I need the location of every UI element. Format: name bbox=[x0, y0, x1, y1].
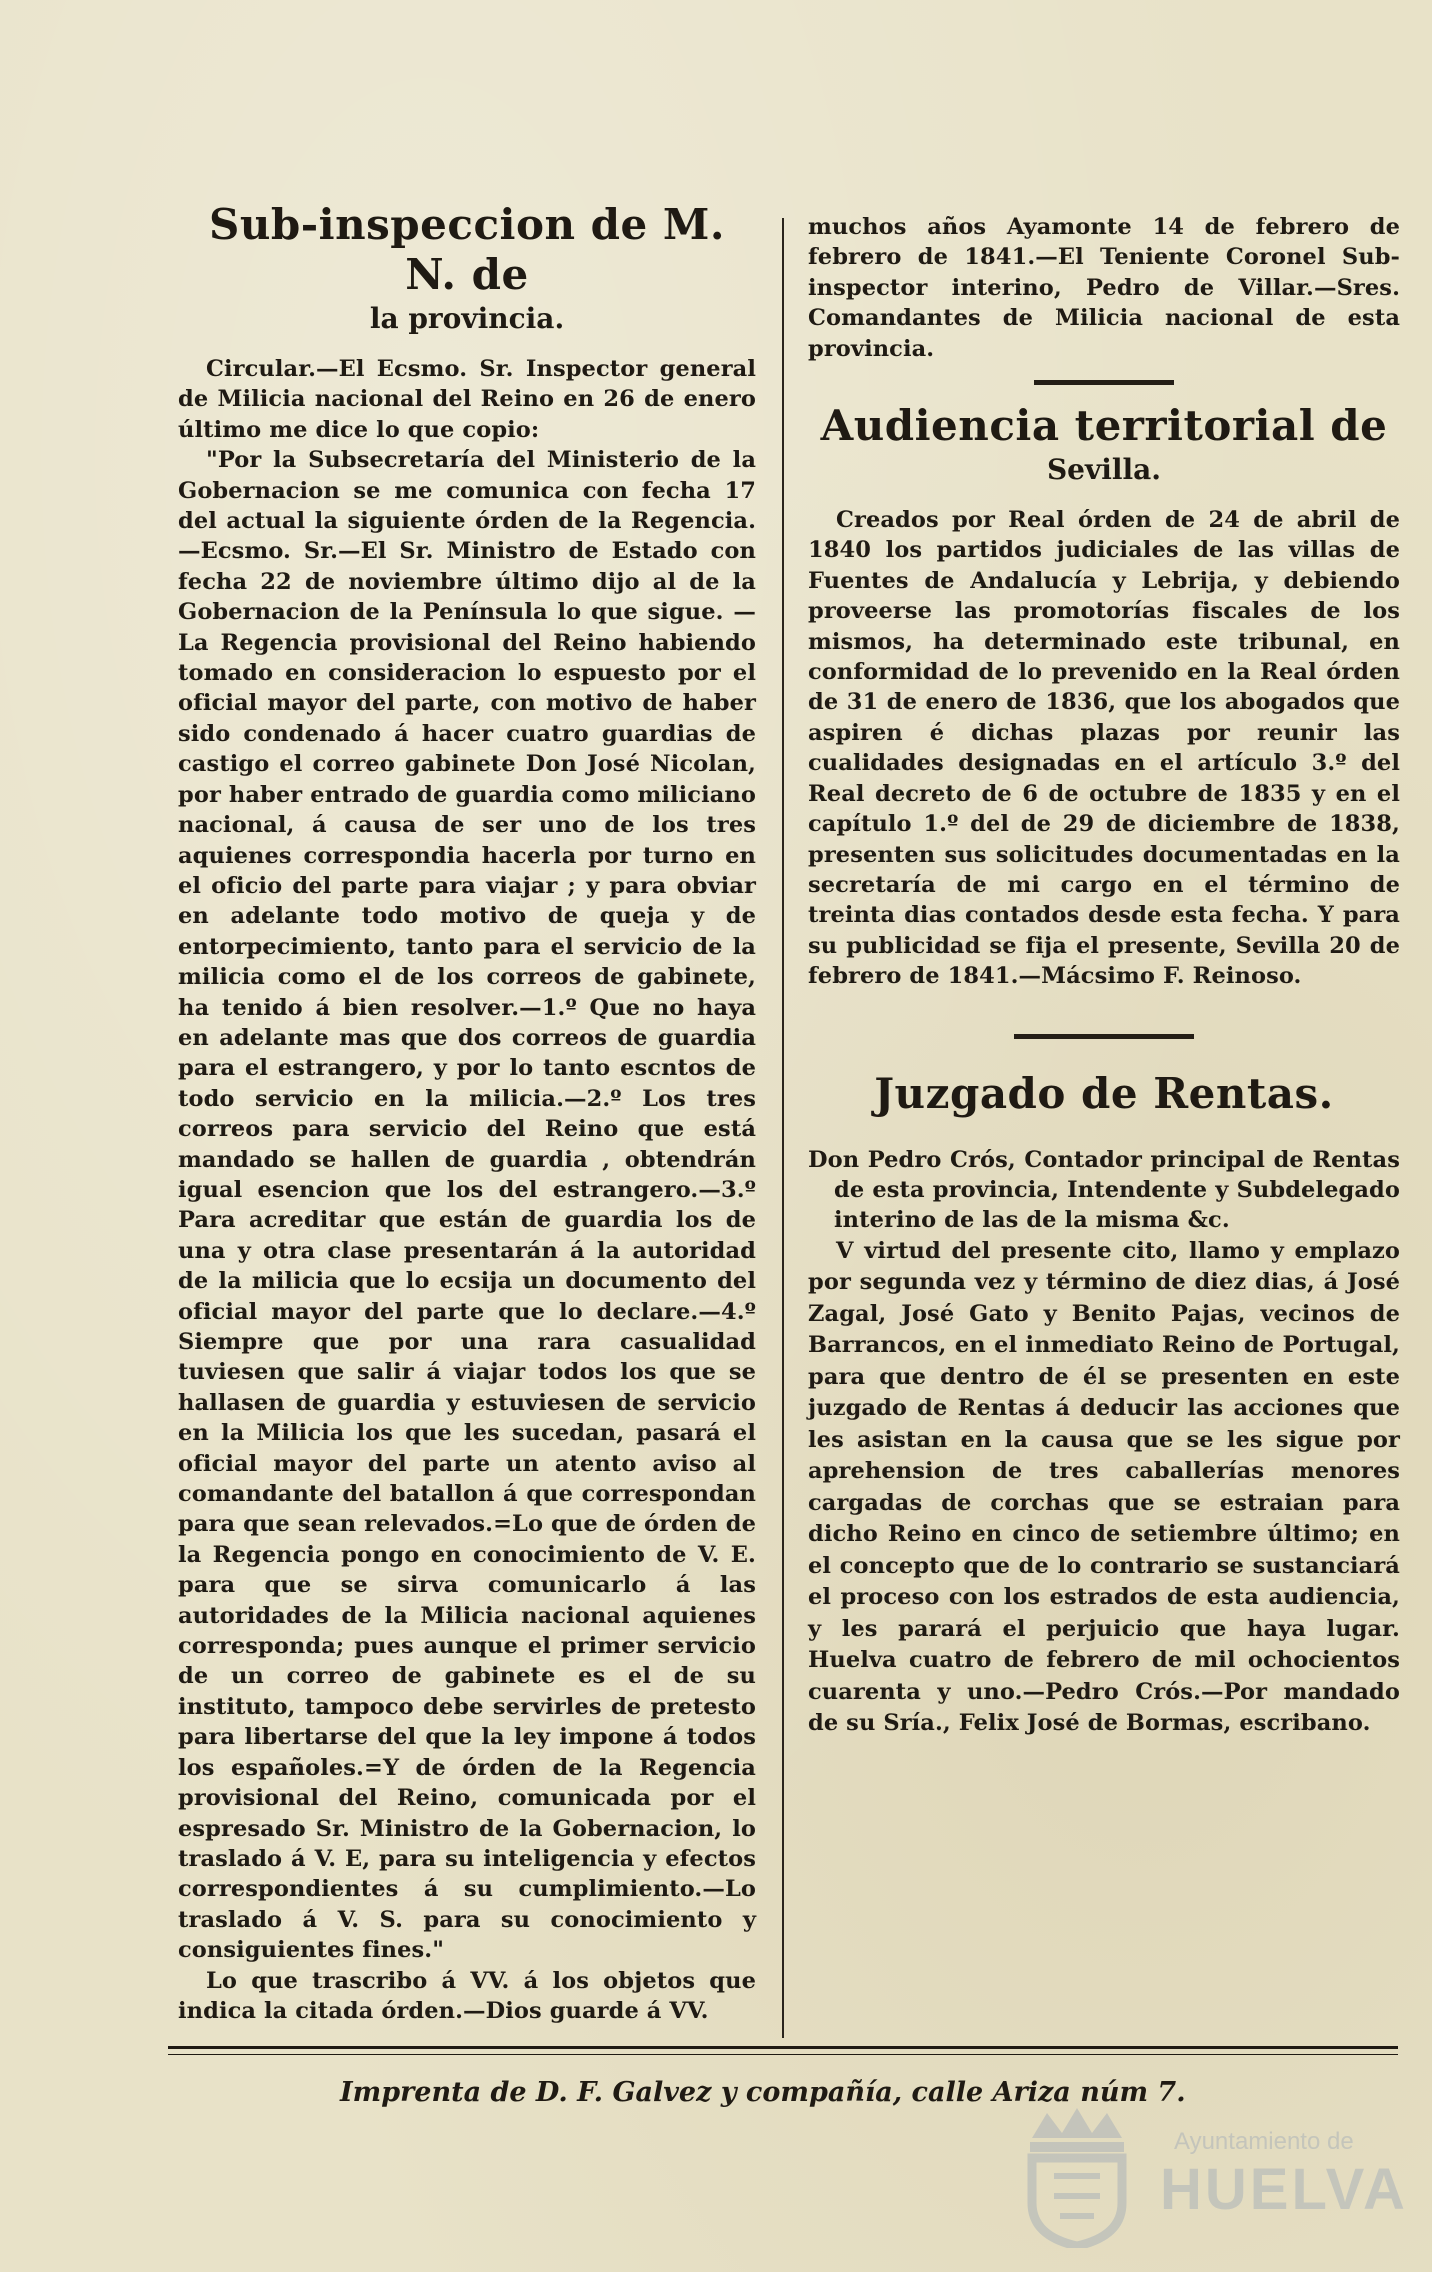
archive-watermark bbox=[1012, 2098, 1408, 2248]
watermark-line2: HUELVA bbox=[1160, 2157, 1408, 2222]
watermark-line1: Ayuntamiento de bbox=[1174, 2128, 1354, 2155]
right-column bbox=[808, 212, 1400, 1740]
left-column bbox=[178, 200, 756, 2026]
footer-rule-thin bbox=[168, 2054, 1398, 2055]
order-quote-paragraph: "Por la Subsecretaría del Ministerio de la Gobernacion se me comunica con fecha 17 del actual la siguiente órden de la Regencia. —Ecsmo. Sr.—El Sr. Ministro de Estado con fecha 22 de noviembre último dijo al de la Gobernacion de la Península lo que sigue. —La Regencia provisional del Reino habiendo tomado en consideracion lo espuesto por el oficial mayor del parte, con motivo de haber sido condenado á hacer cuatro guardias de castigo el correo gabinete Don José Nicolan, por haber entrado de guardia como miliciano nacional, á causa de ser uno de los tres aquienes correspondia hacerla por turno en el oficio del parte para viajar ; y para obviar en adelante todo motivo de queja y de entorpecimiento, tanto para el servicio de la milicia como el de los correos de gabinete, ha tenido á bien resolver.—1.º Que no haya en adelante mas que dos correos de guardia para el estrangero, y por lo tanto escntos de todo servicio en la milicia.—2.º Los tres correos para servicio del Reino que está mandado se hallen de guardia , obtendrán igual esencion que los del estrangero.—3.º Para acreditar que están de guardia los de una y otra clase presentarán á la autoridad de la milicia que lo ecsija un documento del oficial mayor del parte que lo declare.—4.º Siempre que por una rara casualidad tuviesen que salir á viajar todos los que se hallasen de guardia y estuviesen de servicio en la Milicia los que les sucedan, pasará el oficial mayor del parte un atento aviso al comandante del batallon á que correspondan para que sean relevados.=Lo que de órden de la Regencia pongo en conocimiento de V. E. para que se sirva comunicarlo á las autoridades de la Milicia nacional aquienes corresponda; pues aunque el primer servicio de un correo de gabinete es el de su instituto, tampoco debe servirles de pretesto para libertarse del que la ley impone á todos los españoles.=Y de órden de la Regencia provisional del Reino, comunicada por el espresado Sr. Ministro de la Gobernacion, lo traslado á V. E, para su inteligencia y efectos correspondientes á su cumplimiento.—Lo traslado á V. S. para su conocimiento y consiguientes fines." bbox=[178, 447, 756, 1964]
section-divider bbox=[1034, 380, 1174, 385]
audiencia-subtitle: Sevilla. bbox=[1046, 453, 1162, 487]
audiencia-title: Audiencia territorial de bbox=[820, 401, 1388, 451]
juzgado-section bbox=[808, 1069, 1400, 1740]
column-divider bbox=[782, 218, 784, 2038]
subinspeccion-subtitle: la provincia. bbox=[369, 302, 565, 335]
circular-paragraph: Circular.—El Ecsmo. Sr. Inspector general de Milicia nacional del Reino en 26 de enero último me dice lo que copio: bbox=[178, 356, 756, 443]
juzgado-title: Juzgado de Rentas. bbox=[874, 1068, 1334, 1118]
printer-imprint: Imprenta de D. F. Galvez y compañía, calle Ariza núm 7. bbox=[340, 2077, 1186, 2108]
juzgado-body: V virtud del presente cito, llamo y emplazo por segunda vez y término de diez dias, á José Zagal, José Gato y Benito Pajas, vecinos de Barrancos, en el inmediato Reino de Portugal, para que dentro de él se presenten en este juzgado de Rentas á deducir las acciones que les asistan en la causa que se les sigue por aprehension de tres caballerías menores cargadas de corchas que se estraian para dicho Reino en cinco de setiembre último; en el concepto que de lo contrario se sustanciará el proceso con los estrados de esta audiencia, y les parará el perjuicio que haya lugar. Huelva cuatro de febrero de mil ochocientos cuarenta y uno.—Pedro Crós.—Por mandado de su Sría., Felix José de Bormas, escribano. bbox=[808, 1237, 1400, 1737]
footer-rule-top bbox=[168, 2046, 1398, 2049]
subinspeccion-section bbox=[178, 200, 756, 2026]
audiencia-section bbox=[808, 401, 1400, 992]
subinspeccion-title: Sub-inspeccion de M. N. de bbox=[209, 200, 725, 299]
audiencia-body: Creados por Real órden de 24 de abril de 1840 los partidos judiciales de las villas de Fuentes de Andalucía y Lebrija, y debiendo proveerse las promotorías fiscales de los mismos, ha determinado este tribunal, en conformidad de lo prevenido en la Real órden de 31 de enero de 1836, que los abogados que aspiren é dichas plazas por reunir las cualidades designadas en el artículo 3.º del Real decreto de 6 de octubre de 1835 y en el capítulo 1.º del de 29 de diciembre de 1838, presenten sus solicitudes documentadas en la secretaría de mi cargo en el término de treinta dias contados desde esta fecha. Y para su publicidad se fija el presente, Sevilla 20 de febrero de 1841.—Mácsimo F. Reinoso. bbox=[808, 507, 1400, 990]
section-divider bbox=[1014, 1034, 1194, 1039]
crown-shield-icon bbox=[1012, 2098, 1142, 2248]
subinspeccion-continuation: muchos años Ayamonte 14 de febrero de febrero de 1841.—El Teniente Coronel Sub-inspector interino, Pedro de Villar.—Sres. Comandantes de Milicia nacional de esta provincia. bbox=[808, 214, 1400, 362]
closing-paragraph: Lo que trascribo á VV. á los objetos que indica la citada órden.—Dios guarde á VV. bbox=[178, 1967, 756, 2024]
juzgado-heading: Don Pedro Crós, Contador principal de Rentas de esta provincia, Intendente y Subdelegado interino de las de la misma &c. bbox=[808, 1146, 1400, 1234]
